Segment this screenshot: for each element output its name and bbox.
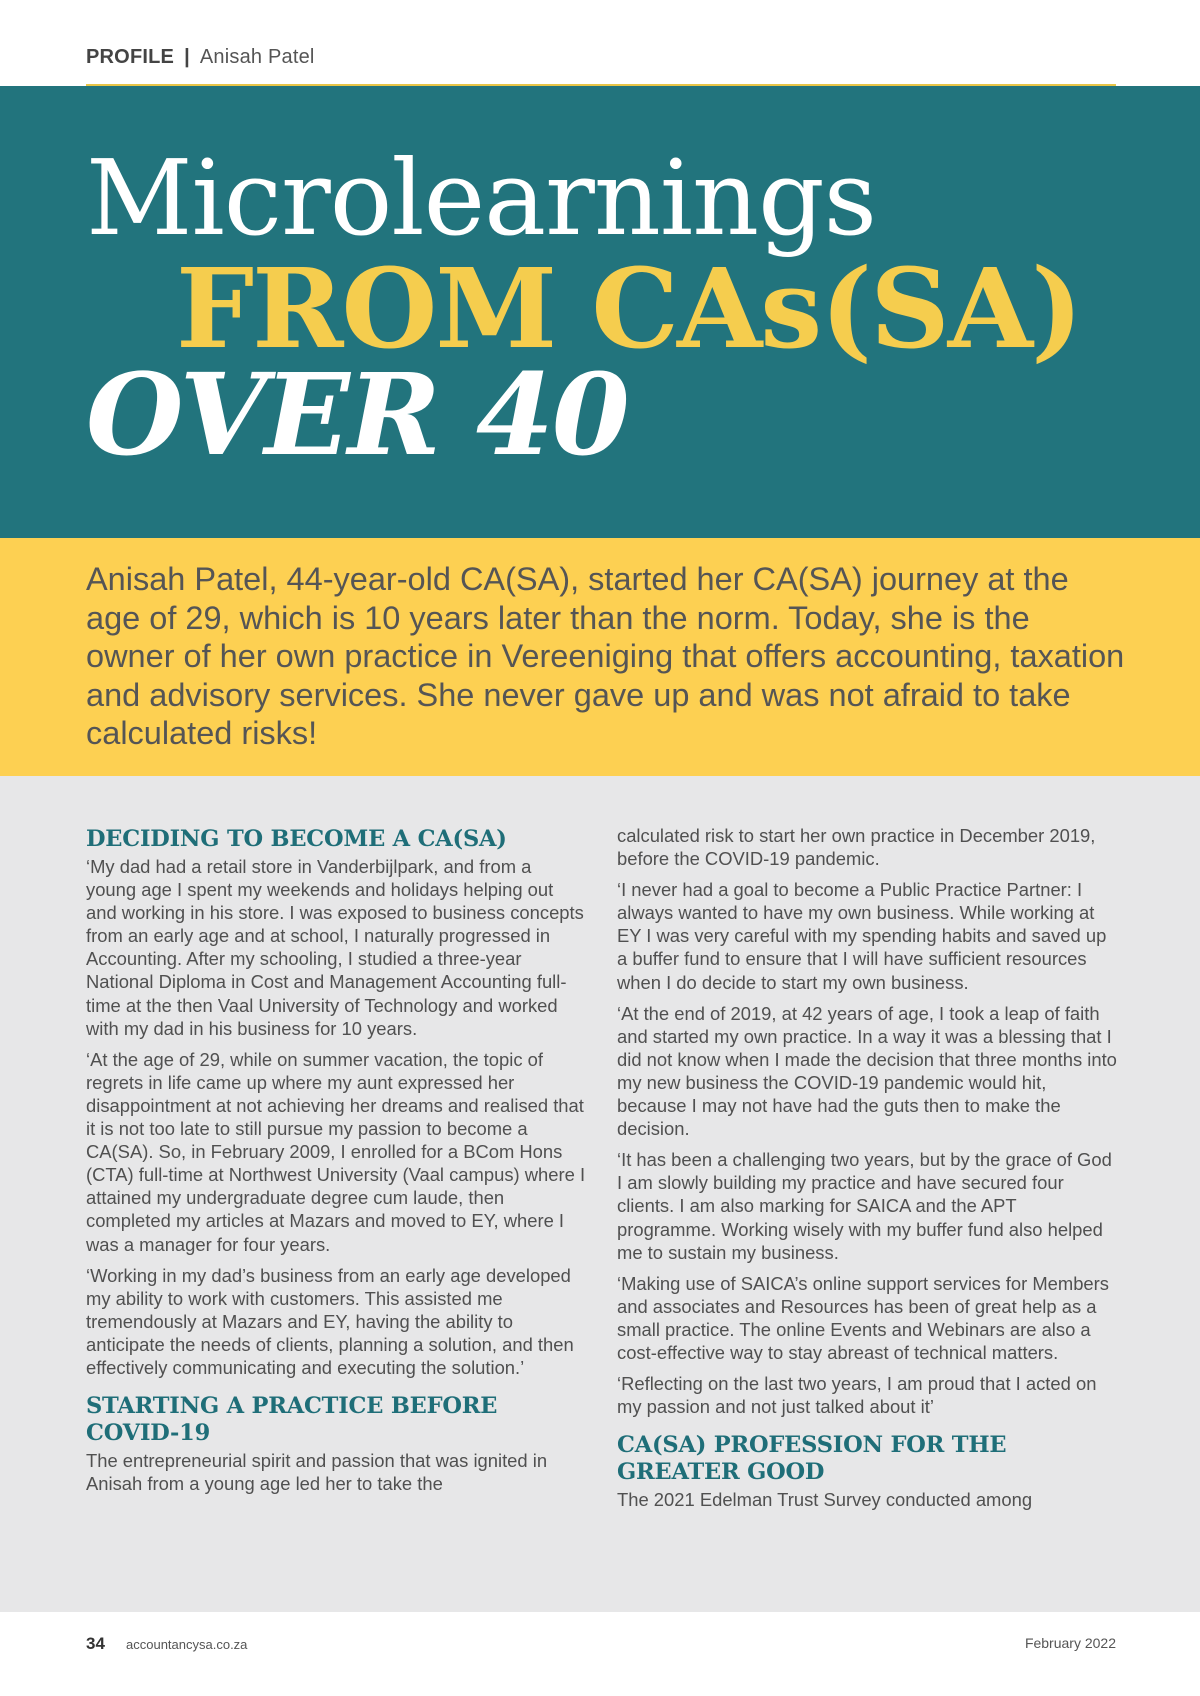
paragraph: calculated risk to start her own practice in December 2019, before the COVID-19 pandemic. — [617, 825, 1096, 870]
intro-panel — [0, 538, 1200, 776]
header-name: Anisah Patel — [199, 46, 315, 68]
title-line-2: FROM CAs(SA) — [176, 244, 1082, 373]
paragraph: ‘Making use of SAICA’s online support services for Members and associates and Resources has been of great help as a small practice. The online Events and Webinars are also a cost-effective way to stay abreast of technical matters. — [617, 1272, 1109, 1363]
paragraph: ‘Reflecting on the last two years, I am proud that I acted on my passion and not just talked about it’ — [617, 1373, 1097, 1418]
paragraph: ‘It has been a challenging two years, but by the grace of God I am slowly building my practice and have secured four clients. I am also marking for SAICA and the APT programme. Working wisely with my buffer fund also helped me to sustain my business. — [617, 1149, 1112, 1263]
section-heading-greater-good: CA(SA) PROFESSION FOR THE GREATER GOOD — [617, 1432, 1007, 1486]
paragraph: The 2021 Edelman Trust Survey conducted among — [617, 1489, 1033, 1511]
intro-text: Anisah Patel, 44-year-old CA(SA), started her CA(SA) journey at the age of 29, which is 10 years later than the norm. Today, she is the owner of her own practice in Vereeniging that offers accounting, taxation and advisory services. She never gave up and was not afraid to take calculated risks! — [86, 561, 1125, 751]
page-number: 34 — [86, 1634, 105, 1653]
right-column — [617, 824, 1117, 1519]
section-heading-deciding: DECIDING TO BECOME A CA(SA) — [86, 826, 507, 852]
title-line-3: OVER 40 — [86, 350, 628, 481]
header-separator: | — [184, 46, 190, 68]
section-heading-starting-practice: STARTING A PRACTICE BEFORE COVID-19 — [86, 1393, 498, 1447]
title-line-1: Microlearnings — [86, 137, 877, 259]
paragraph: ‘My dad had a retail store in Vanderbijlpark, and from a young age I spent my weekends and holidays helping out and working in his store. I was exposed to business concepts from an early age and at school, I naturally progressed in Accounting. After my schooling, I studied a three-year National Diploma in Cost and Management Accounting full-time at the then Vaal University of Technology and worked with my dad in his business for 10 years. — [86, 856, 584, 1039]
footer-url: accountancysa.co.za — [126, 1637, 248, 1652]
paragraph: ‘At the age of 29, while on summer vacation, the topic of regrets in life came up where my aunt expressed her disappointment at not achieving her dreams and realised that it is not too late to still pursue my passion to become a CA(SA). So, in February 2009, I enrolled for a BCom Hons (CTA) full-time at Northwest University (Vaal campus) where I attained my undergraduate degree cum laude, then completed my articles at Mazars and moved to EY, where I was a manager for four years. — [86, 1048, 586, 1255]
running-header — [86, 46, 315, 69]
paragraph: ‘At the end of 2019, at 42 years of age, I took a leap of faith and started my own practice. In a way it was a blessing that I did not know when I made the decision that three months into my new business the COVID-19 pandemic would hit, because I may not have had the guts then to make the decision. — [617, 1002, 1117, 1140]
left-column — [86, 826, 586, 1503]
paragraph: ‘Working in my dad’s business from an early age developed my ability to work with customers. This assisted me tremendously at Mazars and EY, having the ability to anticipate the needs of clients, planning a solution, and then effectively communicating and executing the solution.’ — [86, 1264, 574, 1378]
paragraph: The entrepreneurial spirit and passion that was ignited in Anisah from a young age led her to take the — [86, 1450, 548, 1495]
section-label: PROFILE — [86, 46, 175, 68]
paragraph: ‘I never had a goal to become a Public Practice Partner: I always wanted to have my own business. While working at EY I was very careful with my spending habits and saved up a buffer fund to ensure that I will have sufficient resources when I do decide to start my own business. — [617, 879, 1107, 993]
footer-date: February 2022 — [1024, 1635, 1116, 1651]
